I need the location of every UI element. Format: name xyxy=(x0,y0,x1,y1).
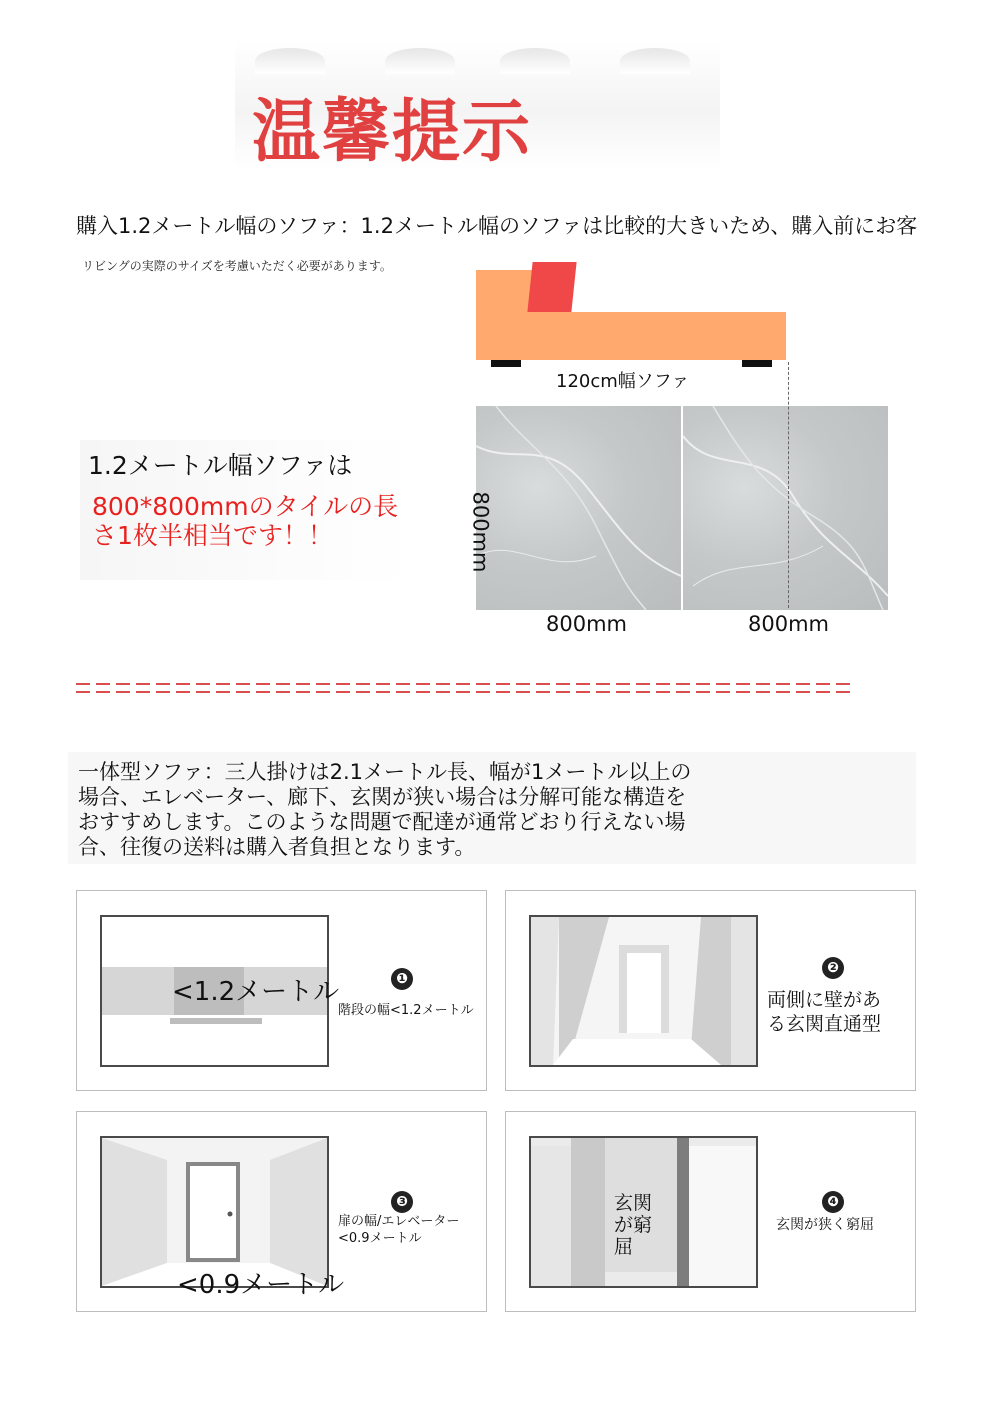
cloud-decoration xyxy=(620,48,690,74)
inner-label-line: 玄関 xyxy=(614,1192,653,1214)
panel-entrance xyxy=(505,1111,916,1312)
sofa-width-label: 120cm幅ソファ xyxy=(556,371,690,392)
panel-stairs xyxy=(76,890,487,1091)
cloud-decoration xyxy=(500,48,570,74)
notice-line: おすすめします。このような問題で配達が通常どおり行えない場 xyxy=(78,810,686,834)
entrance-caption: 玄関が狭く窮屈 xyxy=(776,1217,874,1233)
page-title: 温馨提示 xyxy=(252,93,533,172)
caption-line: る玄関直通型 xyxy=(767,1013,882,1035)
cloud-decoration xyxy=(255,48,325,74)
entrance-wall xyxy=(571,1138,605,1286)
sofa-leg xyxy=(742,360,772,367)
notice-line: 合、往復の送料は購入者負担となります。 xyxy=(78,835,476,859)
number-1-badge: ❶ xyxy=(391,968,413,990)
entrance-wall xyxy=(531,1146,571,1286)
panel-corridor xyxy=(505,890,916,1091)
panel-door xyxy=(76,1111,487,1312)
marble-veins xyxy=(476,406,681,610)
stairs-step xyxy=(170,1018,262,1024)
marble-tile-right xyxy=(683,406,888,610)
sofa-cushion xyxy=(527,262,576,312)
number-2-badge: ❷ xyxy=(822,957,844,979)
inner-label-line: が窮 xyxy=(614,1214,653,1236)
inner-label-line: 屈 xyxy=(614,1236,634,1258)
marble-tile-left xyxy=(476,406,681,610)
note-heading: 1.2メートル幅ソファは xyxy=(88,451,353,480)
tile-width-label: 800mm xyxy=(748,612,829,636)
notice-line: 一体型ソファ：三人掛けは2.1メートル長、幅が1メートル以上の xyxy=(78,760,692,784)
stairs-caption: 階段の幅<1.2メートル xyxy=(338,1003,474,1018)
sofa-edge-guide xyxy=(788,362,789,608)
number-3-badge: ❸ xyxy=(391,1191,413,1213)
marble-veins xyxy=(683,406,888,610)
tile-width-label: 800mm xyxy=(546,612,627,636)
intro-line: 購入1.2メートル幅のソファ：1.2メートル幅のソファは比較的大きいため、購入前にお客 xyxy=(76,214,918,238)
entrance-frame xyxy=(677,1138,689,1286)
delivery-notice xyxy=(78,760,758,860)
sofa-leg xyxy=(491,360,521,367)
red-divider xyxy=(76,683,851,699)
corridor-caption xyxy=(767,988,881,1036)
tile-height-label: 800mm xyxy=(468,491,493,573)
corridor-diagram xyxy=(529,915,758,1067)
door-caption xyxy=(338,1213,459,1247)
caption-line: <0.9メートル xyxy=(338,1231,422,1246)
number-4-badge: ❹ xyxy=(822,1191,844,1213)
caption-line: 両側に壁があ xyxy=(767,989,882,1011)
sofa-body xyxy=(476,312,786,360)
notice-line: 場合、エレベーター、廊下、玄関が狭い場合は分解可能な構造を xyxy=(78,785,687,809)
caption-line: 扉の幅/エレベーター xyxy=(338,1214,460,1229)
note-emphasis: 800*800mmのタイルの長さ1枚半相当です！！ xyxy=(92,492,399,550)
entrance-inner-label xyxy=(614,1192,652,1258)
cloud-decoration xyxy=(385,48,455,74)
corridor-perspective xyxy=(531,917,756,1065)
intro-subline: リビングの実際のサイズを考慮いただく必要があります。 xyxy=(82,259,392,273)
door-width-label: <0.9メートル xyxy=(177,1270,345,1300)
stairs-width-label: <1.2メートル xyxy=(172,977,340,1007)
entrance-wall xyxy=(689,1146,756,1286)
